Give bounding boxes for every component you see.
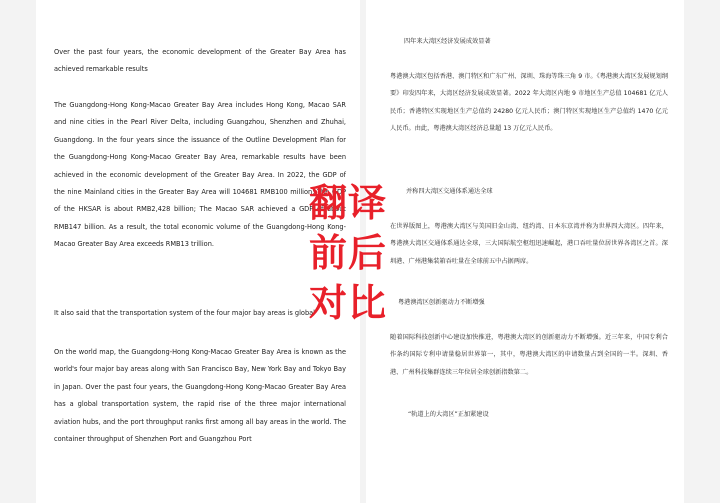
english-paragraph-heading-economy: Over the past four years, the economic development of the Greater Bay Area has achieved remarkable results: [54, 48, 346, 74]
chinese-paragraph-transport: 在世界版图上，粤港澳大湾区与美国旧金山湾、纽约湾、日本东京湾并称为世界四大湾区。四年来，粤港澳大湾区交通体系通达全球，三大国际航空枢纽迅速崛起，港口吞吐量位居世界各湾区之首。深圳港、广州港集装箱吞吐量在全球前五中占据两席。: [390, 223, 668, 265]
chinese-page: [366, 0, 684, 503]
english-paragraph-economy: The Guangdong-Hong Kong-Macao Greater Bay Area includes Hong Kong, Macao SAR and nine cities in the Pearl River Delta, including Guangzhou, Shenzhen and Zhuhai, Guangdong. In the four years since the issuance of the Outline Development Plan for the Guangdong-Hong Kong-Macao Greater Bay Area, remarkable results have been achieved in the economic development of the Greater Bay Area. In 2022, the GDP of the nine Mainland cities in the Greater Bay Area will 104681 RMB100 million; The GDP of the HKSAR is about RMB2,428 billion; The Macao SAR achieved a GDP of about RMB147 billion. As a result, the total economic volume of the Guangdong-Hong Kong-Macao Greater Bay Area exceeds RMB13 trillion.: [54, 101, 346, 249]
translation-comparison-banner: [306, 178, 390, 328]
english-paragraph-heading-transport: It also said that the transportation system of the four major bay areas is global: [54, 309, 316, 317]
english-paragraph-transport: On the world map, the Guangdong-Hong Kong-Macao Greater Bay Area is known as the world's four major bay areas along with San Francisco Bay, New York Bay and Tokyo Bay in Japan. Over the past four years, the Guangdong-Hong Kong-Macao Greater Bay Area has a global transportation system, the rapid rise of the three major international aviation hubs, and the port throughput ranks first among all bay areas in the world. The container throughput of Shenzhen Port and Guangzhou Port: [54, 348, 346, 444]
chinese-paragraph-innovation: 随着国际科技创新中心建设加快推进，粤港澳大湾区的创新驱动力不断增强。近三年来，中国专利合作条约国际专利申请量稳居世界第一，其中，粤港澳大湾区的申请数量占到全国的一半。深圳、香港、广州科技集群连续三年位居全球创新指数第二。: [390, 334, 668, 376]
chinese-heading-transport: 并称四大湾区交通体系通达全球: [406, 188, 493, 195]
banner-line-3: 对比: [308, 281, 387, 325]
chinese-heading-rail: “轨道上的大湾区”正加紧建设: [408, 411, 489, 418]
banner-line-2: 前后: [308, 231, 387, 275]
chinese-heading-economy: 四年来大湾区经济发展成效显著: [404, 38, 491, 45]
chinese-paragraph-economy: 粤港澳大湾区包括香港、澳门特区和广东广州、深圳、珠海等珠三角 9 市。《粤港澳大湾区发展规划纲要》印发四年来，大湾区经济发展成效显著。2022 年大湾区内地 9 市地区生产总值 104681 亿元人民币；香港特区实现地区生产总值约 24280 亿元人民币；澳门特区实现地区生产总值约 1470 亿元人民币。由此，粤港澳大湾区经济总量超 13 万亿元人民币。: [390, 73, 668, 133]
banner-line-1: 翻译: [308, 181, 387, 225]
chinese-heading-innovation: 粤港澳湾区创新驱动力不断增强: [398, 299, 485, 306]
